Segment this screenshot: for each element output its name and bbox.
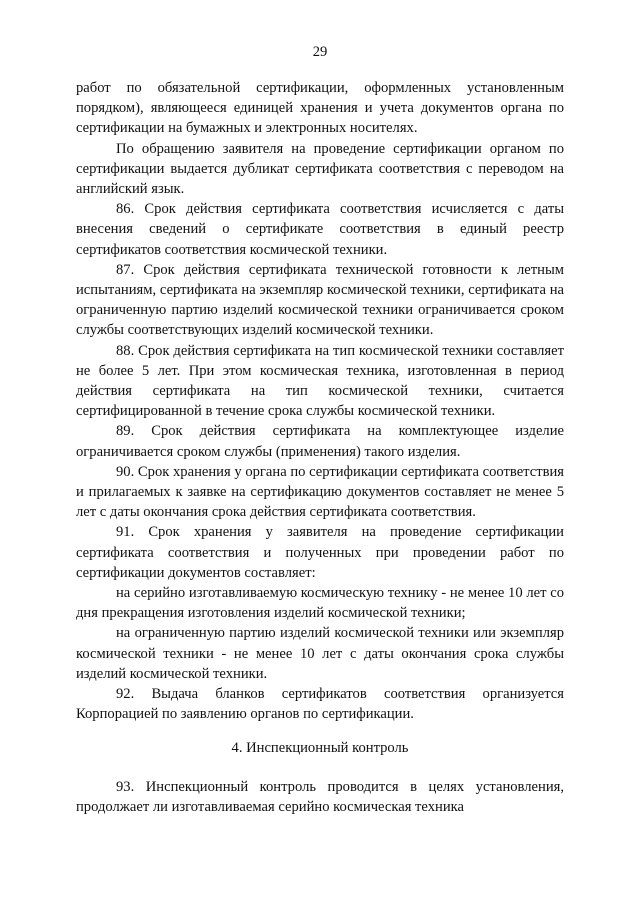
paragraph-87: 87. Срок действия сертификата технической готовности к летным испытаниям, сертификата на экземпляр космической техники, сертификата на ограниченную партию изделий космической техники ограничивается сроком службы соответствующих изделий космической техники. bbox=[76, 261, 564, 339]
page-number: 29 bbox=[312, 44, 328, 60]
paragraph-93: 93. Инспекционный контроль проводится в целях установления, продолжает ли изготавливаемая серийно космическая техника bbox=[76, 778, 564, 815]
document-body bbox=[76, 78, 564, 817]
paragraph-90: 90. Срок хранения у органа по сертификации сертификата соответствия и прилагаемых к заявке на сертификацию документов составляет не менее 5 лет с даты окончания срока действия сертификата соответствия. bbox=[76, 463, 564, 521]
paragraph-89: 89. Срок действия сертификата на комплектующее изделие ограничивается сроком службы (применения) такого изделия. bbox=[76, 423, 564, 460]
paragraph-91: 91. Срок хранения у заявителя на проведение сертификации сертификата соответствия и полученных при проведении работ по сертификации документов составляет: bbox=[76, 524, 564, 581]
section-heading: 4. Инспекционный контроль bbox=[231, 739, 409, 756]
paragraph-91-limited-batch: на ограниченную партию изделий космической техники или экземпляр космической техники - не менее 10 лет с даты окончания срока службы изделий космической техники. bbox=[76, 625, 564, 682]
paragraph-92: 92. Выдача бланков сертификатов соответствия организуется Корпорацией по заявлению органов по сертификации. bbox=[76, 686, 564, 723]
paragraph-91-serial: на серийно изготавливаемую космическую технику - не менее 10 лет со дня прекращения изготовления изделий космической техники; bbox=[76, 585, 564, 622]
paragraph-continuation: работ по обязательной сертификации, оформленных установленным порядком), являющееся единицей хранения и учета документов органа по сертификации на бумажных и электронных носителях. bbox=[76, 80, 564, 137]
paragraph-86: 86. Срок действия сертификата соответствия исчисляется с даты внесения сведений о сертификате соответствия в единый реестр сертификатов соответствия космической техники. bbox=[76, 201, 564, 258]
paragraph-duplicate-certificate: По обращению заявителя на проведение сертификации органом по сертификации выдается дубликат сертификата соответствия с переводом на английский язык. bbox=[76, 140, 564, 198]
paragraph-88: 88. Срок действия сертификата на тип космической техники составляет не более 5 лет. При этом космическая техника, изготовленная в период действия сертификата на тип космической техники, считается сертифицированной в течение срока службы космической техники. bbox=[76, 342, 564, 420]
